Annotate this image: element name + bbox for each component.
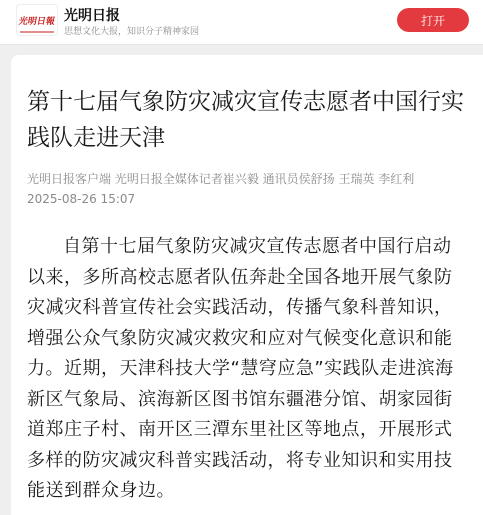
article-date: 2025-08-26 15:07 [27, 192, 136, 206]
app-name: 光明日报 [64, 8, 120, 24]
article-title: 第十七届气象防灾减灾宣传志愿者中国行实践队走进天津 [27, 89, 464, 151]
app-logo[interactable] [16, 4, 58, 36]
app-banner [0, 0, 483, 45]
app-slogan: 思想文化大报，知识分子精神家园 [64, 27, 200, 37]
logo-text: 光明日報 [17, 16, 56, 27]
article-paragraph: 自第十七届气象防灾减灾宣传志愿者中国行启动以来，多所高校志愿者队伍奔赴全国各地开展气象防灾减灾科普宣传社会实践活动，传播气象科普知识，增强公众气象防灾减灾救灾和应对气候变化意识和能力。近期，天津科技大学“慧穹应急”实践队走进滨海新区气象局、滨海新区图书馆东疆港分馆、胡家园街道郑庄子村、南开区三潭东里社区等地点，开展形式多样的防灾减灾科普实践活动，将专业知识和实用技能送到群众身边。 [27, 236, 454, 501]
logo-underline [20, 31, 54, 33]
article-byline: 光明日报客户端 光明日报全媒体记者崔兴毅 通讯员侯舒扬 王瑞英 李红利 [27, 172, 415, 186]
open-app-button[interactable]: 打开 [397, 8, 469, 32]
